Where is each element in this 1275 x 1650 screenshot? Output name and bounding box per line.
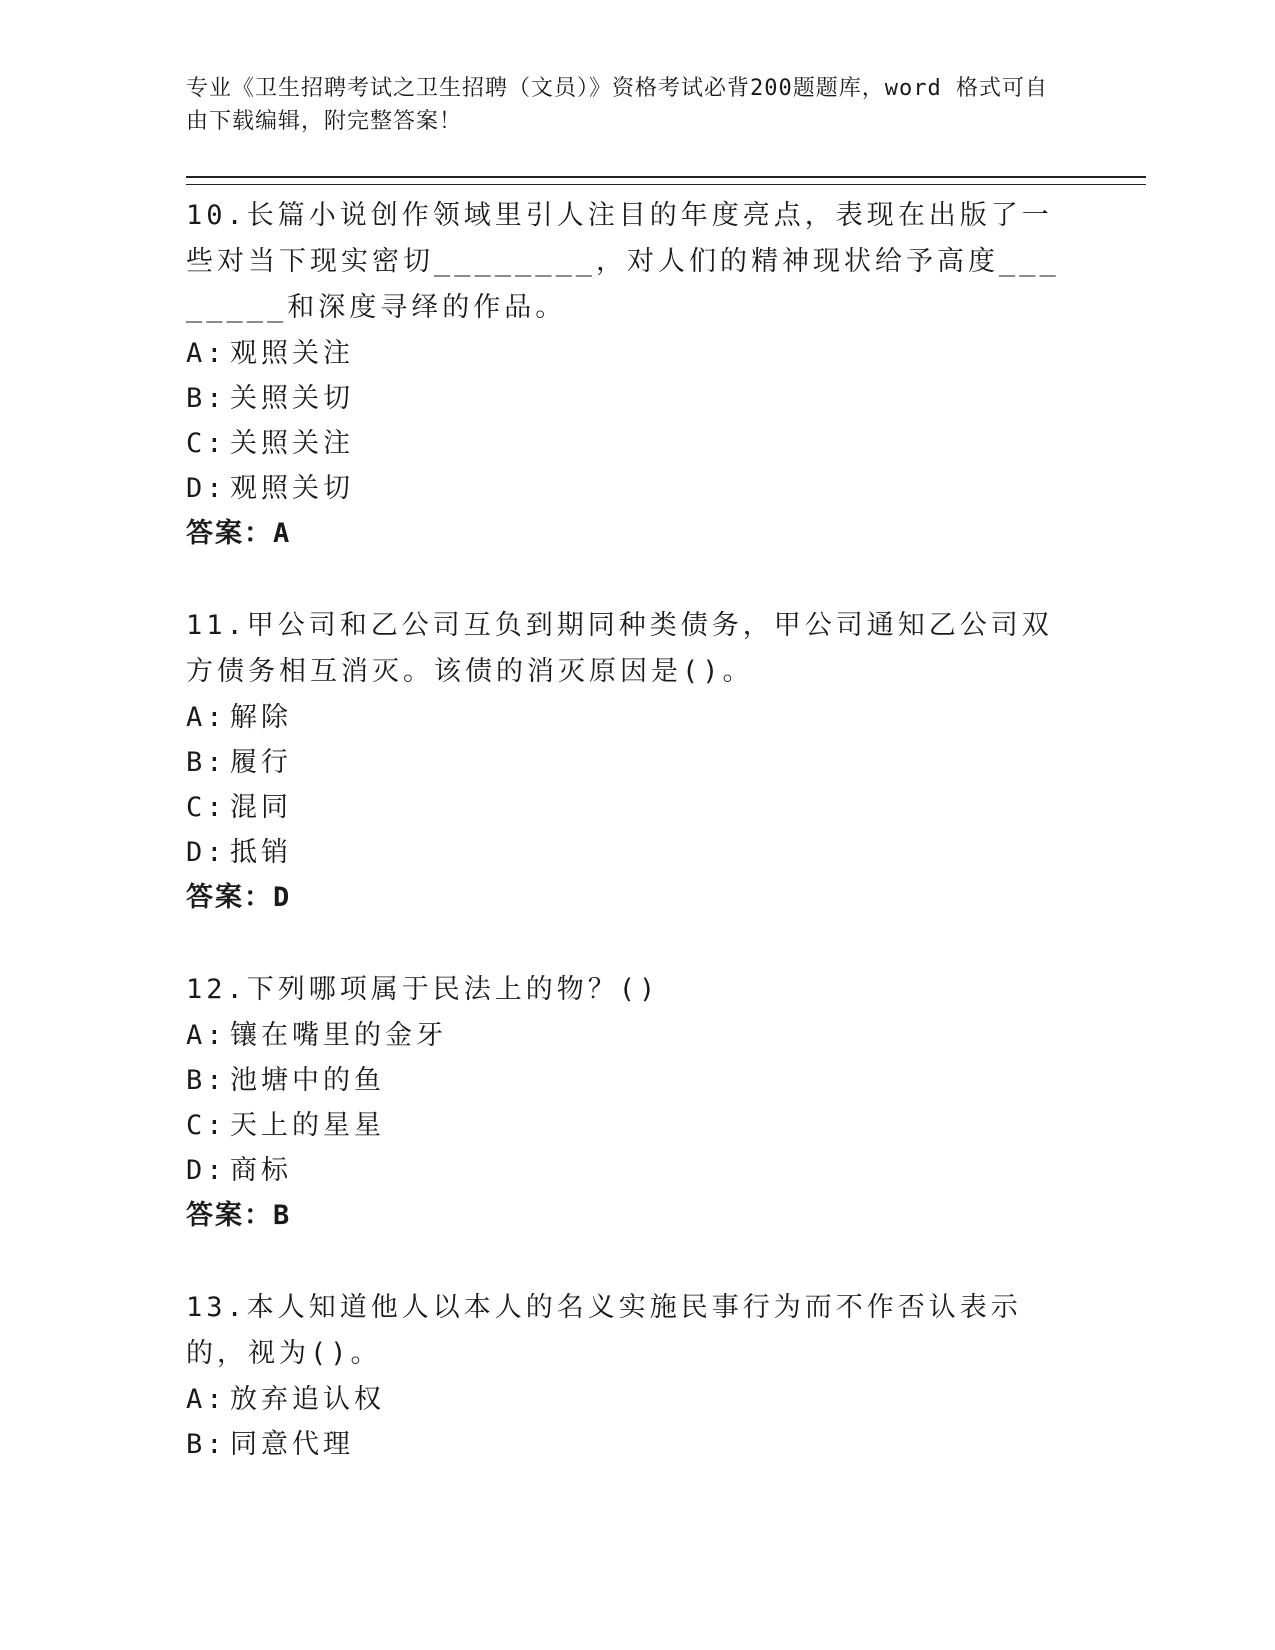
option-key: D: — [186, 1155, 227, 1186]
option-key: B: — [186, 747, 227, 778]
option-text: 镶在嘴里的金牙 — [230, 1020, 447, 1051]
option-d — [186, 830, 1146, 875]
option-key: A: — [186, 1020, 227, 1051]
question-13 — [186, 1285, 1146, 1467]
option-text: 池塘中的鱼 — [230, 1065, 385, 1096]
option-d — [186, 1148, 1146, 1193]
document-page — [186, 72, 1146, 1467]
option-text: 同意代理 — [230, 1429, 354, 1460]
option-text: 抵销 — [230, 837, 292, 868]
option-key: A: — [186, 702, 227, 733]
option-key: C: — [186, 428, 227, 459]
header-divider — [186, 176, 1146, 185]
option-text: 混同 — [230, 792, 292, 823]
option-b — [186, 1422, 1146, 1467]
option-key: C: — [186, 792, 227, 823]
question-text: 12.下列哪项属于民法上的物？() — [186, 974, 660, 1005]
option-text: 天上的星星 — [230, 1110, 385, 1141]
option-text: 关照关切 — [230, 383, 354, 414]
option-key: D: — [186, 837, 227, 868]
question-text: 10.长篇小说创作领域里引人注目的年度亮点，表现在出版了一些对当下现实密切________，对人们的精神现状给予高度________和深度寻绎的作品。 — [186, 200, 1060, 323]
option-c — [186, 421, 1146, 466]
option-key: B: — [186, 383, 227, 414]
option-key: A: — [186, 1384, 227, 1415]
option-a — [186, 1013, 1146, 1058]
question-12 — [186, 967, 1146, 1239]
option-b — [186, 740, 1146, 785]
question-text: 13.本人知道他人以本人的名义实施民事行为而不作否认表示的，视为()。 — [186, 1292, 1022, 1369]
option-text: 解除 — [230, 702, 292, 733]
option-d — [186, 466, 1146, 511]
option-a — [186, 1377, 1146, 1422]
question-10 — [186, 193, 1146, 557]
option-c — [186, 785, 1146, 830]
option-key: B: — [186, 1429, 227, 1460]
option-b — [186, 376, 1146, 421]
answer: 答案：A — [186, 518, 292, 549]
option-a — [186, 331, 1146, 376]
question-11 — [186, 603, 1146, 921]
option-key: B: — [186, 1065, 227, 1096]
answer: 答案：B — [186, 1200, 292, 1231]
option-text: 放弃追认权 — [230, 1384, 385, 1415]
option-b — [186, 1058, 1146, 1103]
question-text: 11.甲公司和乙公司互负到期同种类债务，甲公司通知乙公司双方债务相互消灭。该债的消灭原因是()。 — [186, 610, 1053, 687]
option-text: 商标 — [230, 1155, 292, 1186]
option-key: C: — [186, 1110, 227, 1141]
document-header: 专业《卫生招聘考试之卫生招聘（文员）》资格考试必背200题题库，word 格式可自由下载编辑，附完整答案！ — [186, 76, 1048, 134]
option-text: 观照关切 — [230, 473, 354, 504]
option-c — [186, 1103, 1146, 1148]
option-a — [186, 695, 1146, 740]
option-key: D: — [186, 473, 227, 504]
option-key: A: — [186, 338, 227, 369]
option-text: 关照关注 — [230, 428, 354, 459]
option-text: 履行 — [230, 747, 292, 778]
option-text: 观照关注 — [230, 338, 354, 369]
answer: 答案：D — [186, 882, 292, 913]
